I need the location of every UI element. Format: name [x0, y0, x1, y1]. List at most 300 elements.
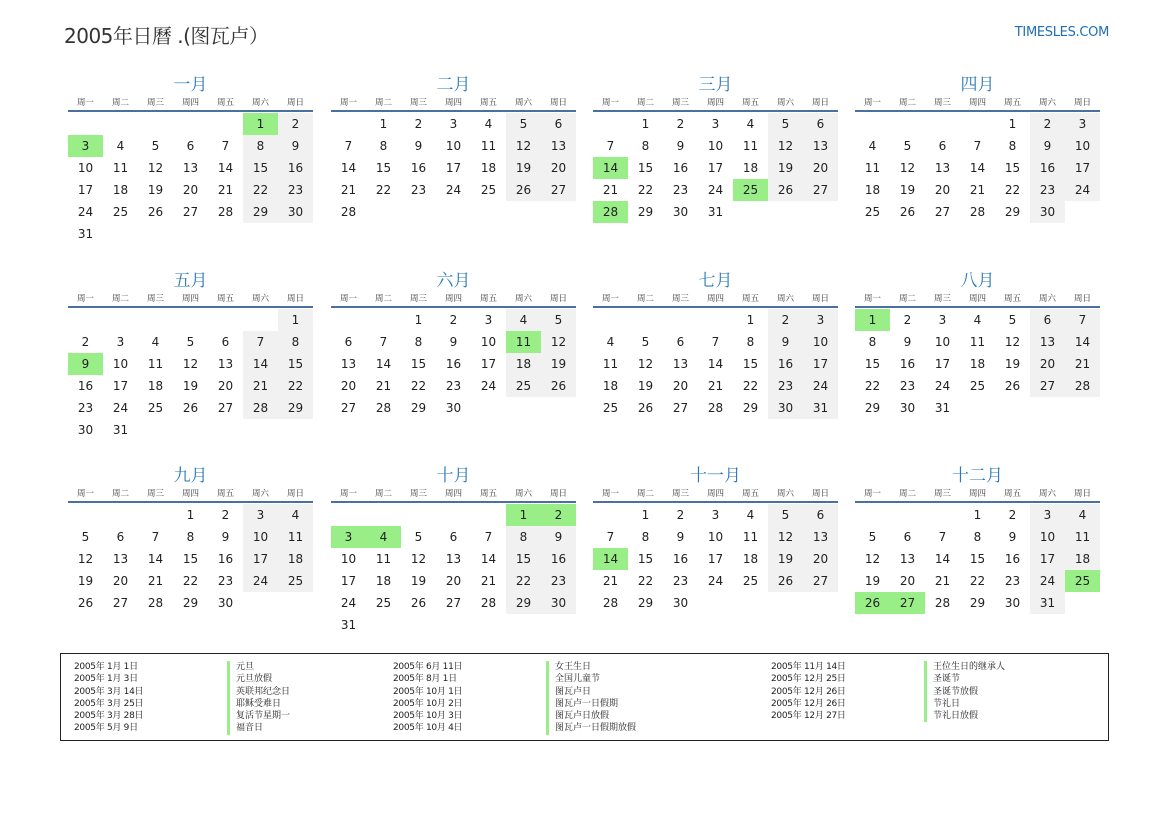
day-cell: 31 — [1030, 592, 1065, 614]
day-cell: 20 — [217, 379, 234, 393]
day-cell: 5 — [641, 335, 650, 349]
legend-holiday-name: 节礼日 — [924, 698, 960, 710]
weekday-label: 周五 — [216, 98, 234, 108]
day-cell: 13 — [112, 552, 129, 566]
weekday-label: 周三 — [146, 489, 164, 499]
day-cell: 21 — [934, 574, 951, 588]
day-grid — [593, 113, 838, 223]
day-cell: 15 — [506, 548, 541, 570]
weekday-label: 周五 — [216, 489, 234, 499]
day-cell: 24 — [445, 183, 462, 197]
empty-cell — [103, 113, 138, 135]
weekday-label: 周二 — [898, 98, 916, 108]
weekday-label: 周五 — [741, 489, 759, 499]
holiday-day-cell: 25 — [733, 179, 768, 201]
month-name: 八月 — [960, 271, 995, 291]
weekday-label: 周四 — [968, 98, 986, 108]
day-cell: 18 — [506, 353, 541, 375]
day-cell: 7 — [1065, 309, 1100, 331]
day-cell: 5 — [868, 530, 877, 544]
weekday-header — [331, 292, 576, 308]
legend-date: 2005年 1月 3日 — [74, 674, 138, 685]
day-cell: 6 — [186, 139, 195, 153]
day-cell: 3 — [243, 504, 278, 526]
day-cell: 8 — [746, 335, 755, 349]
day-cell: 25 — [112, 205, 129, 219]
legend-row — [393, 698, 636, 710]
month-block — [331, 74, 576, 223]
weekday-label: 周日 — [286, 98, 304, 108]
empty-cell — [68, 309, 103, 331]
month-name: 十一月 — [690, 466, 741, 486]
month-name: 十月 — [436, 466, 471, 486]
day-cell: 6 — [803, 504, 838, 526]
day-cell: 21 — [969, 183, 986, 197]
day-cell: 25 — [969, 379, 986, 393]
weekday-label: 周日 — [549, 98, 567, 108]
day-cell: 17 — [112, 379, 129, 393]
weekday-label: 周日 — [811, 294, 829, 304]
day-cell: 19 — [637, 379, 654, 393]
holiday-day-cell: 1 — [243, 113, 278, 135]
legend-row — [74, 710, 290, 722]
holiday-day-cell: 3 — [68, 135, 103, 157]
day-cell: 19 — [864, 574, 881, 588]
weekday-label: 周三 — [409, 98, 427, 108]
day-cell: 27 — [803, 179, 838, 201]
day-cell: 5 — [506, 113, 541, 135]
day-grid — [68, 504, 313, 614]
day-cell: 23 — [1004, 574, 1021, 588]
empty-cell — [68, 504, 103, 526]
legend-holiday-name: 全国儿童节 — [546, 673, 600, 685]
day-cell: 3 — [1065, 113, 1100, 135]
weekday-label: 周三 — [933, 294, 951, 304]
day-cell: 10 — [934, 335, 951, 349]
day-cell: 5 — [1008, 313, 1017, 327]
day-cell: 26 — [410, 596, 427, 610]
day-cell: 14 — [480, 552, 497, 566]
legend-row — [771, 710, 1005, 722]
weekday-label: 周二 — [898, 294, 916, 304]
empty-cell — [890, 113, 925, 135]
day-cell: 12 — [864, 552, 881, 566]
weekday-label: 周五 — [1003, 98, 1021, 108]
weekday-label: 周日 — [1073, 98, 1091, 108]
day-cell: 30 — [77, 423, 94, 437]
weekday-header — [855, 487, 1100, 503]
day-cell: 22 — [742, 379, 759, 393]
legend-row — [393, 673, 636, 685]
day-cell: 28 — [147, 596, 164, 610]
legend-holiday-name: 节礼日放假 — [924, 710, 978, 722]
weekday-label: 周二 — [111, 98, 129, 108]
day-cell: 10 — [803, 331, 838, 353]
legend-date: 2005年 3月 14日 — [74, 686, 144, 697]
day-cell: 22 — [410, 379, 427, 393]
holiday-day-cell: 1 — [506, 504, 541, 526]
day-cell: 28 — [602, 596, 619, 610]
day-cell: 2 — [1030, 113, 1065, 135]
day-cell: 23 — [445, 379, 462, 393]
day-cell: 10 — [480, 335, 497, 349]
legend-row — [74, 686, 290, 698]
day-cell: 5 — [81, 530, 90, 544]
month-name: 九月 — [173, 466, 208, 486]
day-cell: 23 — [541, 570, 576, 592]
weekday-label: 周日 — [811, 98, 829, 108]
day-cell: 28 — [217, 205, 234, 219]
day-grid — [855, 504, 1100, 614]
day-cell: 6 — [221, 335, 230, 349]
day-cell: 7 — [379, 335, 388, 349]
weekday-label: 周五 — [741, 294, 759, 304]
day-cell: 18 — [969, 357, 986, 371]
day-cell: 16 — [899, 357, 916, 371]
day-cell: 22 — [278, 375, 313, 397]
day-cell: 6 — [803, 113, 838, 135]
day-cell: 13 — [217, 357, 234, 371]
day-cell: 17 — [934, 357, 951, 371]
day-cell: 22 — [864, 379, 881, 393]
day-cell: 21 — [707, 379, 724, 393]
weekday-label: 周六 — [514, 98, 532, 108]
day-cell: 22 — [1004, 183, 1021, 197]
day-cell: 20 — [934, 183, 951, 197]
weekday-header — [68, 96, 313, 112]
day-cell: 9 — [414, 139, 423, 153]
legend-holiday-name: 圣诞节 — [924, 673, 960, 685]
day-cell: 6 — [903, 530, 912, 544]
day-cell: 10 — [707, 139, 724, 153]
weekday-label: 周六 — [1038, 294, 1056, 304]
day-cell: 8 — [243, 135, 278, 157]
day-cell: 9 — [278, 135, 313, 157]
weekday-label: 周一 — [863, 98, 881, 108]
day-cell: 24 — [1030, 570, 1065, 592]
day-cell: 20 — [1030, 353, 1065, 375]
day-cell: 13 — [182, 161, 199, 175]
weekday-label: 周一 — [339, 98, 357, 108]
weekday-label: 周二 — [111, 489, 129, 499]
weekday-header — [593, 96, 838, 112]
day-grid — [593, 309, 838, 419]
empty-cell — [331, 504, 366, 526]
weekday-label: 周二 — [636, 294, 654, 304]
day-cell: 17 — [243, 548, 278, 570]
day-cell: 30 — [217, 596, 234, 610]
month-name: 六月 — [436, 271, 471, 291]
legend-date: 2005年 10月 3日 — [393, 711, 463, 722]
legend-holiday-name: 元旦放假 — [227, 673, 272, 685]
empty-cell — [138, 504, 173, 526]
day-cell: 18 — [742, 161, 759, 175]
day-cell: 23 — [672, 183, 689, 197]
day-cell: 29 — [637, 596, 654, 610]
day-cell: 7 — [344, 139, 353, 153]
weekday-label: 周六 — [514, 294, 532, 304]
day-cell: 26 — [899, 205, 916, 219]
day-cell: 21 — [602, 183, 619, 197]
day-cell: 15 — [375, 161, 392, 175]
legend-row — [74, 673, 290, 685]
day-cell: 19 — [147, 183, 164, 197]
day-cell: 28 — [375, 401, 392, 415]
day-cell: 30 — [541, 592, 576, 614]
empty-cell — [103, 309, 138, 331]
day-cell: 12 — [541, 331, 576, 353]
day-cell: 2 — [768, 309, 803, 331]
day-cell: 15 — [182, 552, 199, 566]
day-cell: 9 — [541, 526, 576, 548]
day-cell: 5 — [151, 139, 160, 153]
day-cell: 15 — [410, 357, 427, 371]
day-cell: 17 — [77, 183, 94, 197]
month-block — [68, 270, 313, 441]
weekday-label: 周一 — [601, 98, 619, 108]
weekday-header — [68, 487, 313, 503]
legend-holiday-name: 图瓦卢日 — [546, 686, 591, 698]
day-cell: 2 — [221, 508, 230, 522]
day-cell: 3 — [1030, 504, 1065, 526]
day-cell: 16 — [410, 161, 427, 175]
weekday-label: 周一 — [76, 489, 94, 499]
day-cell: 10 — [112, 357, 129, 371]
weekday-label: 周二 — [111, 294, 129, 304]
day-cell: 12 — [182, 357, 199, 371]
day-cell: 22 — [243, 179, 278, 201]
day-cell: 4 — [506, 309, 541, 331]
day-cell: 8 — [641, 139, 650, 153]
day-cell: 17 — [480, 357, 497, 371]
day-cell: 18 — [147, 379, 164, 393]
day-cell: 24 — [243, 570, 278, 592]
day-cell: 21 — [1065, 353, 1100, 375]
day-cell: 11 — [742, 139, 759, 153]
day-cell: 29 — [243, 201, 278, 223]
weekday-label: 周六 — [251, 98, 269, 108]
day-cell: 2 — [1008, 508, 1017, 522]
day-cell: 17 — [803, 353, 838, 375]
empty-cell — [628, 309, 663, 331]
month-block — [68, 74, 313, 245]
empty-cell — [471, 504, 506, 526]
day-cell: 24 — [340, 596, 357, 610]
day-cell: 11 — [742, 530, 759, 544]
legend-row — [74, 698, 290, 710]
weekday-label: 周四 — [706, 489, 724, 499]
day-cell: 31 — [707, 205, 724, 219]
day-cell: 8 — [414, 335, 423, 349]
day-cell: 8 — [1008, 139, 1017, 153]
day-cell: 11 — [480, 139, 497, 153]
weekday-label: 周五 — [216, 294, 234, 304]
day-cell: 14 — [934, 552, 951, 566]
day-cell: 27 — [340, 401, 357, 415]
weekday-label: 周二 — [374, 489, 392, 499]
day-cell: 10 — [243, 526, 278, 548]
day-cell: 10 — [445, 139, 462, 153]
empty-cell — [173, 113, 208, 135]
holiday-day-cell: 1 — [855, 309, 890, 331]
weekday-label: 周三 — [671, 489, 689, 499]
weekday-label: 周六 — [776, 294, 794, 304]
day-cell: 27 — [541, 179, 576, 201]
weekday-label: 周二 — [374, 98, 392, 108]
day-cell: 29 — [742, 401, 759, 415]
empty-cell — [855, 113, 890, 135]
day-cell: 20 — [340, 379, 357, 393]
day-cell: 25 — [278, 570, 313, 592]
legend-date: 2005年 5月 9日 — [74, 723, 138, 734]
empty-cell — [890, 504, 925, 526]
day-cell: 13 — [541, 135, 576, 157]
day-cell: 4 — [1065, 504, 1100, 526]
legend-row — [74, 661, 290, 673]
day-grid — [68, 309, 313, 441]
empty-cell — [208, 309, 243, 331]
weekday-label: 周日 — [811, 489, 829, 499]
day-cell: 4 — [151, 335, 160, 349]
day-cell: 27 — [934, 205, 951, 219]
legend-date: 2005年 6月 11日 — [393, 662, 463, 672]
weekday-label: 周一 — [601, 294, 619, 304]
day-cell: 27 — [182, 205, 199, 219]
day-cell: 19 — [182, 379, 199, 393]
weekday-label: 周日 — [1073, 294, 1091, 304]
page-title: 2005年日曆 .(图瓦卢） — [64, 24, 269, 48]
day-cell: 5 — [541, 309, 576, 331]
day-cell: 4 — [116, 139, 125, 153]
weekday-label: 周一 — [339, 489, 357, 499]
weekday-label: 周四 — [706, 294, 724, 304]
day-cell: 23 — [278, 179, 313, 201]
day-cell: 11 — [969, 335, 986, 349]
weekday-label: 周三 — [671, 294, 689, 304]
day-cell: 21 — [217, 183, 234, 197]
day-cell: 4 — [746, 117, 755, 131]
day-cell: 8 — [868, 335, 877, 349]
holiday-day-cell: 28 — [593, 201, 628, 223]
day-cell: 11 — [112, 161, 129, 175]
legend-holiday-name: 女王生日 — [546, 661, 591, 673]
day-cell: 7 — [243, 331, 278, 353]
day-cell: 7 — [973, 139, 982, 153]
weekday-label: 周日 — [286, 294, 304, 304]
legend-row — [771, 673, 1005, 685]
empty-cell — [593, 504, 628, 526]
empty-cell — [593, 113, 628, 135]
day-cell: 15 — [742, 357, 759, 371]
day-cell: 12 — [410, 552, 427, 566]
day-cell: 22 — [375, 183, 392, 197]
weekday-label: 周五 — [479, 294, 497, 304]
day-cell: 30 — [672, 596, 689, 610]
month-name: 四月 — [960, 75, 995, 95]
day-cell: 12 — [768, 526, 803, 548]
day-cell: 29 — [1004, 205, 1021, 219]
empty-cell — [366, 309, 401, 331]
day-cell: 19 — [768, 548, 803, 570]
day-cell: 9 — [676, 139, 685, 153]
day-cell: 31 — [803, 397, 838, 419]
day-cell: 9 — [1008, 530, 1017, 544]
day-cell: 5 — [414, 530, 423, 544]
day-cell: 11 — [375, 552, 392, 566]
empty-cell — [593, 309, 628, 331]
weekday-label: 周一 — [601, 489, 619, 499]
day-cell: 1 — [641, 508, 650, 522]
day-cell: 27 — [1030, 375, 1065, 397]
weekday-label: 周四 — [181, 294, 199, 304]
day-cell: 24 — [480, 379, 497, 393]
day-cell: 3 — [711, 508, 720, 522]
day-cell: 25 — [147, 401, 164, 415]
weekday-header — [593, 292, 838, 308]
weekday-label: 周四 — [181, 98, 199, 108]
month-block — [855, 465, 1100, 614]
day-cell: 4 — [973, 313, 982, 327]
day-cell: 4 — [484, 117, 493, 131]
day-cell: 10 — [340, 552, 357, 566]
day-cell: 21 — [602, 574, 619, 588]
month-name: 二月 — [436, 75, 471, 95]
weekday-label: 周六 — [251, 489, 269, 499]
day-cell: 6 — [116, 530, 125, 544]
day-cell: 14 — [340, 161, 357, 175]
empty-cell — [698, 309, 733, 331]
weekday-header — [68, 292, 313, 308]
day-cell: 7 — [221, 139, 230, 153]
day-cell: 25 — [742, 574, 759, 588]
month-block — [593, 270, 838, 419]
weekday-label: 周三 — [146, 294, 164, 304]
day-cell: 1 — [379, 117, 388, 131]
day-cell: 7 — [938, 530, 947, 544]
day-cell: 23 — [217, 574, 234, 588]
site-logo[interactable]: TIMESLES.COM — [1014, 25, 1109, 40]
weekday-label: 周日 — [549, 294, 567, 304]
weekday-label: 周六 — [776, 489, 794, 499]
month-block — [855, 74, 1100, 223]
holiday-day-cell: 14 — [593, 157, 628, 179]
day-cell: 16 — [1030, 157, 1065, 179]
day-cell: 14 — [147, 552, 164, 566]
empty-cell — [855, 504, 890, 526]
day-cell: 29 — [506, 592, 541, 614]
day-cell: 16 — [77, 379, 94, 393]
day-cell: 3 — [938, 313, 947, 327]
day-cell: 20 — [672, 379, 689, 393]
day-cell: 14 — [217, 161, 234, 175]
day-cell: 1 — [1008, 117, 1017, 131]
legend-holiday-name: 王位生日的继承人 — [924, 661, 1005, 673]
day-cell: 12 — [768, 135, 803, 157]
holiday-day-cell: 14 — [593, 548, 628, 570]
day-cell: 25 — [602, 401, 619, 415]
day-cell: 15 — [637, 161, 654, 175]
day-cell: 20 — [899, 574, 916, 588]
day-cell: 17 — [1030, 548, 1065, 570]
day-cell: 14 — [1065, 331, 1100, 353]
month-block — [593, 74, 838, 223]
month-block — [331, 270, 576, 419]
day-cell: 26 — [637, 401, 654, 415]
weekday-label: 周二 — [374, 294, 392, 304]
day-cell: 2 — [278, 113, 313, 135]
weekday-label: 周六 — [1038, 489, 1056, 499]
day-cell: 28 — [480, 596, 497, 610]
